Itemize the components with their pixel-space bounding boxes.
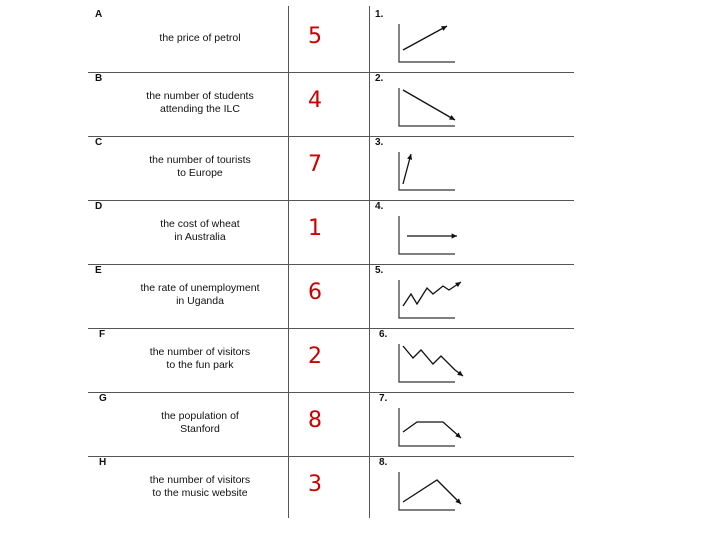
line-fluctuating-fall-icon bbox=[397, 342, 465, 388]
graph-number: 7. bbox=[379, 393, 388, 404]
graph-axes bbox=[399, 344, 455, 382]
row-divider bbox=[88, 72, 574, 73]
arrowhead bbox=[452, 233, 457, 238]
graph-number: 5. bbox=[375, 265, 384, 276]
line-flat-icon bbox=[397, 214, 465, 260]
graph-axes bbox=[399, 408, 455, 446]
trend-line bbox=[403, 90, 455, 120]
graph-number: 1. bbox=[375, 9, 384, 20]
answer-number[interactable]: 3 bbox=[308, 472, 322, 497]
trend-line bbox=[403, 282, 461, 306]
row-divider bbox=[88, 392, 574, 393]
line-falling-icon bbox=[397, 86, 465, 132]
row-letter: A bbox=[95, 9, 103, 20]
trend-line bbox=[403, 480, 461, 504]
row-divider bbox=[88, 456, 574, 457]
answer-number[interactable]: 8 bbox=[308, 408, 322, 433]
answer-number[interactable]: 6 bbox=[308, 280, 322, 305]
row-letter: C bbox=[95, 137, 103, 148]
graph-axes bbox=[399, 472, 455, 510]
line-sharp-rise-icon bbox=[397, 150, 465, 196]
row-divider bbox=[88, 136, 574, 137]
row-description: the price of petrol bbox=[159, 32, 241, 44]
column-divider bbox=[369, 6, 370, 518]
row-description: the population of Stanford bbox=[161, 410, 239, 435]
row-description: the number of students attending the ILC bbox=[146, 90, 254, 115]
answer-number[interactable]: 4 bbox=[308, 88, 322, 113]
graph-axes bbox=[399, 152, 455, 190]
graph-number: 6. bbox=[379, 329, 388, 340]
row-letter: B bbox=[95, 73, 103, 84]
graph-number: 4. bbox=[375, 201, 384, 212]
answer-number[interactable]: 7 bbox=[308, 152, 322, 177]
answer-number[interactable]: 2 bbox=[308, 344, 322, 369]
row-letter: F bbox=[99, 329, 106, 340]
row-divider bbox=[88, 264, 574, 265]
row-letter: G bbox=[99, 393, 107, 404]
answer-number[interactable]: 1 bbox=[308, 216, 322, 241]
row-description: the number of visitors to the fun park bbox=[149, 346, 251, 371]
graph-number: 2. bbox=[375, 73, 384, 84]
row-divider bbox=[88, 328, 574, 329]
graph-axes bbox=[399, 88, 455, 126]
graph-number: 8. bbox=[379, 457, 388, 468]
row-letter: H bbox=[99, 457, 107, 468]
graph-axes bbox=[399, 24, 455, 62]
row-description: the cost of wheat in Australia bbox=[160, 218, 240, 243]
graph-axes bbox=[399, 216, 455, 254]
graph-number: 3. bbox=[375, 137, 384, 148]
answer-number[interactable]: 5 bbox=[308, 24, 322, 49]
line-fluctuating-rise-icon bbox=[397, 278, 465, 324]
column-divider bbox=[288, 6, 289, 518]
row-letter: E bbox=[95, 265, 102, 276]
row-divider bbox=[88, 200, 574, 201]
row-description: the number of visitors to the music website bbox=[149, 474, 251, 499]
arrowhead bbox=[455, 282, 461, 287]
line-rising-icon bbox=[397, 22, 465, 68]
line-rise-plateau-fall-icon bbox=[397, 406, 465, 452]
trend-line bbox=[403, 422, 461, 438]
row-description: the rate of unemployment in Uganda bbox=[140, 282, 260, 307]
row-letter: D bbox=[95, 201, 103, 212]
line-peak-icon bbox=[397, 470, 465, 516]
trend-line bbox=[403, 346, 463, 376]
row-description: the number of tourists to Europe bbox=[149, 154, 251, 179]
trend-line bbox=[403, 26, 447, 50]
